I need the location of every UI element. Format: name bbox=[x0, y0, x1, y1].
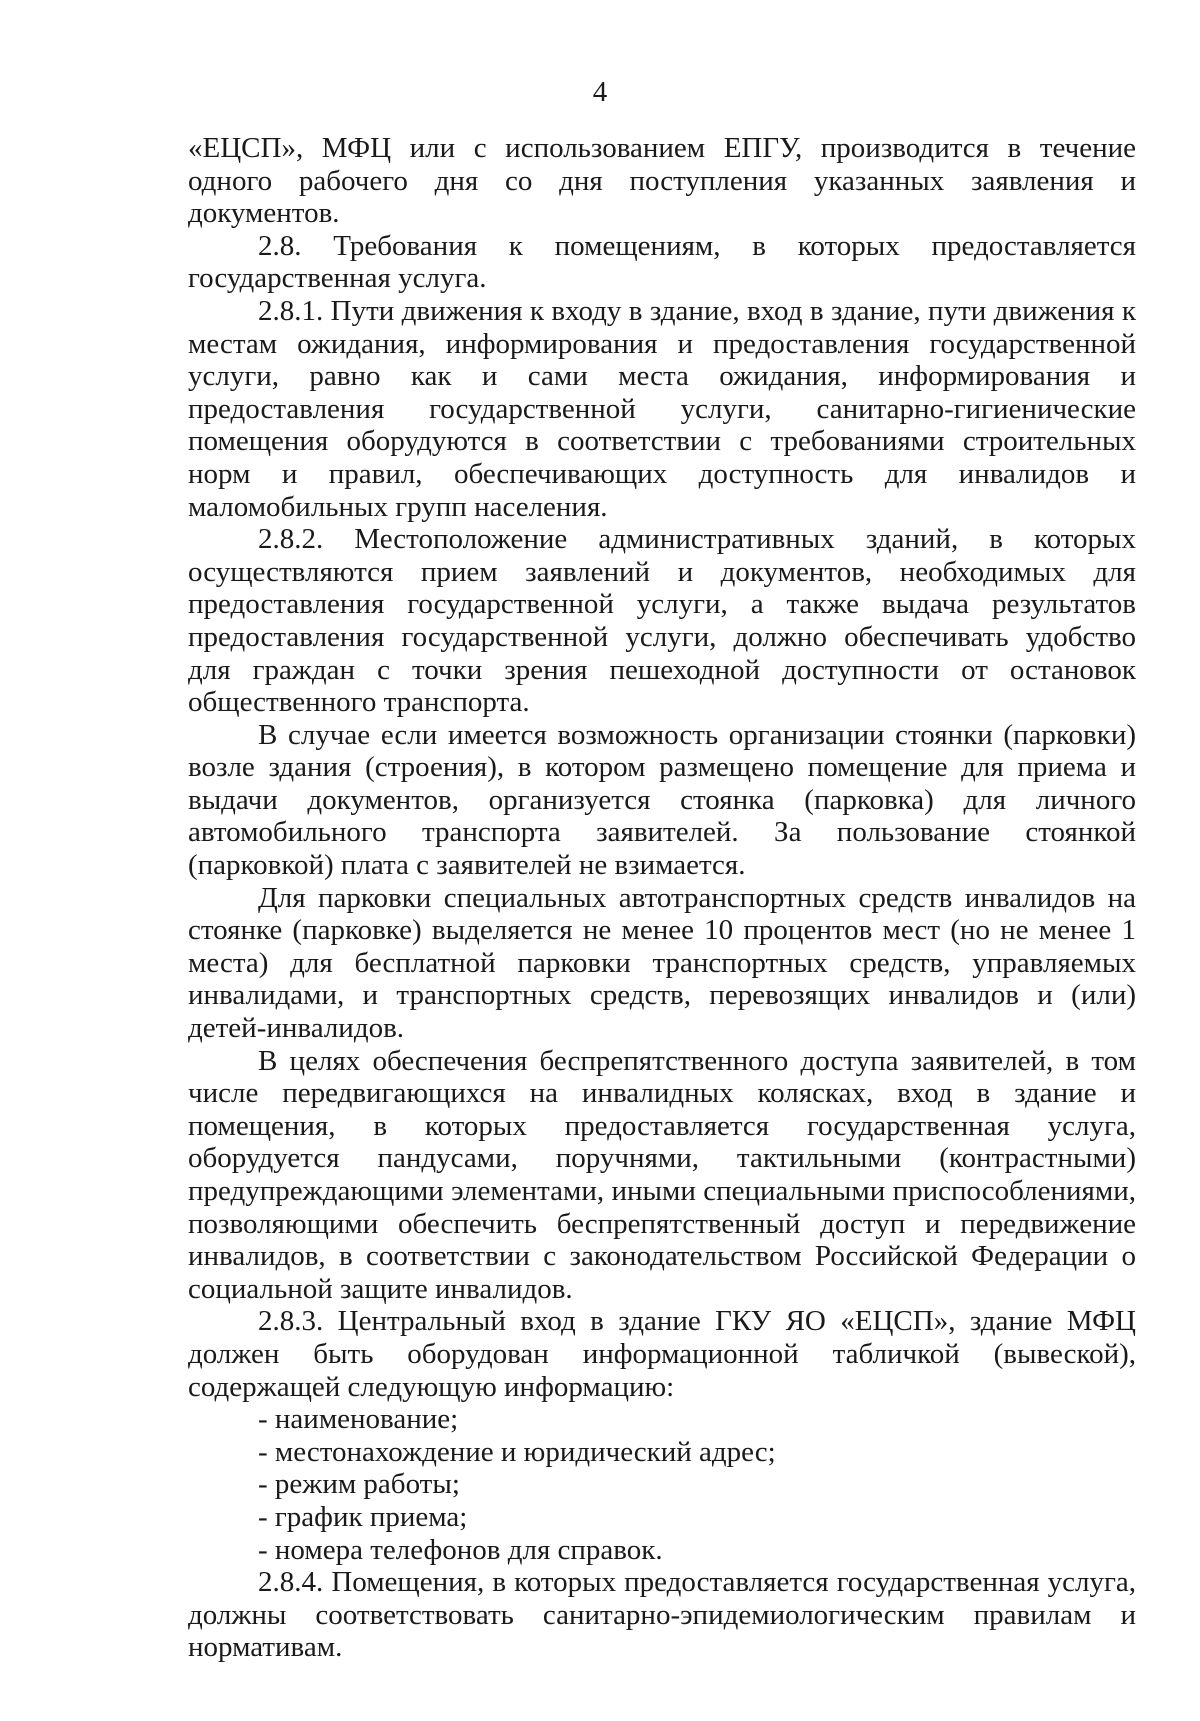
list-item: - наименование; bbox=[258, 1403, 459, 1436]
parking-paragraph: В случае если имеется возможность организации стоянки (парковки) возле здания (строения), в котором размещено помещение для приема и выдачи документов, организуется стоянка (парковка) для личного автомобильного транспорта заявителей. За пользование стоянкой (парковкой) плата с заявителей не взимается. bbox=[188, 718, 1136, 882]
page-number: 4 bbox=[592, 76, 608, 108]
document-body bbox=[188, 132, 1136, 1664]
list-item: - режим работы; bbox=[258, 1468, 460, 1501]
list-item: - график приема; bbox=[258, 1500, 468, 1533]
list-item: - номера телефонов для справок. bbox=[258, 1533, 663, 1566]
section-2-8-3: 2.8.3. Центральный вход в здание ГКУ ЯО «ЕЦСП», здание МФЦ должен быть оборудован информационной табличкой (вывеской), содержащей следующую информацию: bbox=[188, 1305, 1136, 1403]
section-2-8-2: 2.8.2. Местоположение административных зданий, в которых осуществляются прием заявлений и документов, необходимых для предоставления государственной услуги, а также выдача результатов предоставления государственной услуги, должно обеспечивать удобство для граждан с точки зрения пешеходной доступности от остановок общественного транспорта. bbox=[188, 523, 1136, 719]
accessibility-paragraph: В целях обеспечения беспрепятственного доступа заявителей, в том числе передвигающихся на инвалидных колясках, вход в здание и помещения, в которых предоставляется государственная услуга, оборудуется пандусами, поручнями, тактильными (контрастными) предупреждающими элементами, иными специальными приспособлениями, позволяющими обеспечить беспрепятственный доступ и передвижение инвалидов, в соответствии с законодательством Российской Федерации о социальной защите инвалидов. bbox=[188, 1044, 1136, 1305]
section-2-8-1: 2.8.1. Пути движения к входу в здание, вход в здание, пути движения к местам ожидания, информирования и предоставления государственной услуги, равно как и сами места ожидания, информирования и предоставления государственной услуги, санитарно-гигиенические помещения оборудуются в соответствии с требованиями строительных норм и правил, обеспечивающих доступность для инвалидов и маломобильных групп населения. bbox=[188, 294, 1136, 523]
disabled-parking-paragraph: Для парковки специальных автотранспортных средств инвалидов на стоянке (парковке) выделяется не менее 10 процентов мест (но не менее 1 места) для бесплатной парковки транспортных средств, управляемых инвалидами, и транспортных средств, перевозящих инвалидов и (или) детей-инвалидов. bbox=[188, 881, 1136, 1045]
section-2-8-heading: 2.8. Требования к помещениям, в которых предоставляется государственная услуга. bbox=[188, 229, 1136, 295]
section-2-8-4: 2.8.4. Помещения, в которых предоставляется государственная услуга, должны соответствовать санитарно-эпидемиологическим правилам и нормативам. bbox=[188, 1566, 1136, 1664]
list-item: - местонахождение и юридический адрес; bbox=[258, 1435, 776, 1468]
info-sign-list bbox=[188, 1403, 1136, 1566]
paragraph-continuation: «ЕЦСП», МФЦ или с использованием ЕПГУ, производится в течение одного рабочего дня со дня поступления указанных заявления и документов. bbox=[188, 132, 1136, 230]
